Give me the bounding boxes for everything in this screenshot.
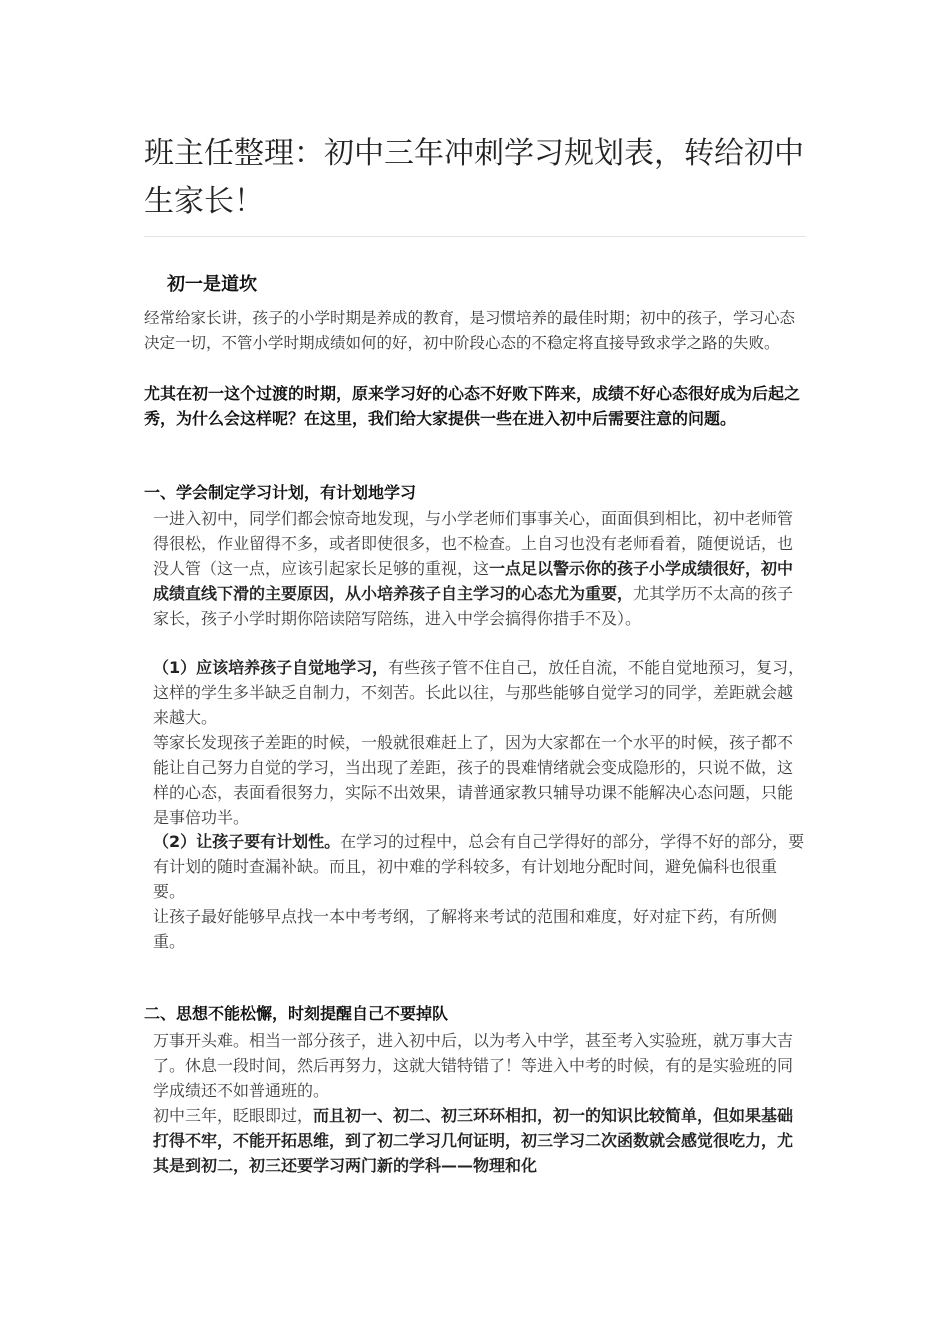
section-1-paragraph-3: 等家长发现孩子差距的时候，一般就很难赶上了，因为大家都在一个水平的时候，孩子都不能让自己努力自觉的学习，当出现了差距，孩子的畏难情绪就会变成隐形的，只说不做，这样的心态，表面看很努力，实际不出效果，请普通家教只辅导功课不能解决心态问题，只能是事倍功半。 [153, 733, 794, 827]
section-2-paragraph-1: 万事开头难。相当一部分孩子，进入初中后，以为考入中学，甚至考入实验班，就万事大吉了。休息一段时间，然后再努力，这就大错特错了！等进入中考的时候，有的是实验班的同学成绩还不如普通班的。 [153, 1031, 794, 1100]
section-1-paragraph-1-text-a: 一进入初中，同学们都会惊奇地发现，与小学老师们事事关心，面面俱到相比，初中老师管得很松，作业留得不多，或者即使很多，也不检查。上自习也没有老师看着，随便说话，也没人管（这一点，应该引起家长足够的重视，这 [153, 509, 794, 578]
section-1-point-2-text: 在学习的过程中，总会有自己学得好的部分，学得不好的部分，要有计划的随时查漏补缺。而且，初中难的学科较多，有计划地分配时间，避免偏科也很重要。 [153, 832, 805, 901]
section-1-paragraph-1-text-c: 尤其学历不太高的孩子家长，孩子小学时期你陪读陪写陪练，进入中学会搞得你措手不及）。 [153, 584, 794, 628]
article-title: 班主任整理：初中三年冲刺学习规划表，转给初中生家长！ [144, 136, 804, 219]
section-1-heading: 一、学会制定学习计划，有计划地学习 [144, 483, 417, 502]
section-1-paragraph-5: 让孩子最好能够早点找一本中考考纲，了解将来考试的范围和难度，好对症下药，有所侧重。 [153, 907, 778, 951]
section-2-paragraph-2-text-a: 初中三年，眨眼即过， [153, 1106, 314, 1125]
title-divider [144, 236, 806, 237]
intro-heading: 初一是道坎 [167, 274, 257, 295]
section-1-paragraph-1 [153, 506, 807, 631]
section-2-paragraph-2 [153, 1103, 807, 1178]
intro-paragraph-2: 尤其在初一这个过渡的时期，原来学习好的心态不好败下阵来，成绩不好心态很好成为后起之秀，为什么会这样呢？在这里，我们给大家提供一些在进入初中后需要注意的问题。 [144, 384, 801, 428]
section-1-point-2-label: （2）让孩子要有计划性。 [153, 832, 341, 851]
section-2-paragraph-2-emphasis: 而且初一、初二、初三环环相扣，初一的知识比较简单，但如果基础打得不牢，不能开拓思维，到了初二学习几何证明，初三学习二次函数就会感觉很吃力，尤其是到初二，初三还要学习两门新的学科——物理和化 [153, 1106, 794, 1175]
section-1-paragraph-4 [153, 829, 807, 904]
intro-paragraph-1: 经常给家长讲，孩子的小学时期是养成的教育，是习惯培养的最佳时期；初中的孩子，学习心态决定一切，不管小学时期成绩如何的好，初中阶段心态的不稳定将直接导致求学之路的失败。 [144, 309, 796, 352]
section-1-paragraph-1-emphasis: 一点足以警示你的孩子小学成绩很好，初中成绩直线下滑的主要原因，从小培养孩子自主学习的心态尤为重要， [153, 559, 794, 603]
section-1-paragraph-2 [153, 655, 807, 730]
section-2-heading: 二、思想不能松懈，时刻提醒自己不要掉队 [144, 1004, 449, 1023]
section-1-point-1-text: 有些孩子管不住自己，放任自流，不能自觉地预习，复习，这样的学生多半缺乏自制力，不刻苦。长此以往，与那些能够自觉学习的同学，差距就会越来越大。 [153, 658, 805, 727]
section-1-point-1-label: （1）应该培养孩子自觉地学习， [153, 658, 389, 677]
